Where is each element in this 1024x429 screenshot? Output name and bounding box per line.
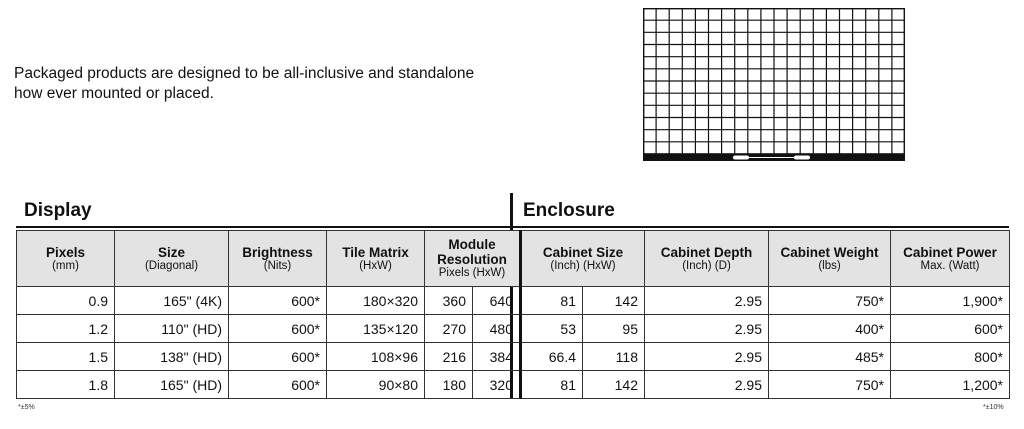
cell-pixels: 1.8 [17,371,115,399]
header-module-resolution: Module Resolution Pixels (HxW) [425,231,521,287]
cell-cab-w: 142 [583,371,645,399]
spec-table [16,230,1010,399]
cell-cab-h: 81 [521,287,583,315]
cell-res-h: 216 [425,343,473,371]
header-tile-matrix: Tile Matrix (HxW) [327,231,425,287]
header-pixels: Pixels (mm) [17,231,115,287]
cell-size: 165" (4K) [115,287,229,315]
header-row [17,231,1010,287]
cell-res-h: 270 [425,315,473,343]
table-row [17,315,1010,343]
header-cabinet-size: Cabinet Size (Inch) (HxW) [521,231,645,287]
cell-pixels: 1.5 [17,343,115,371]
cell-weight: 750* [769,287,891,315]
cell-cab-h: 53 [521,315,583,343]
table-row [17,287,1010,315]
cell-tile-matrix: 180×320 [327,287,425,315]
header-size: Size (Diagonal) [115,231,229,287]
table-row [17,371,1010,399]
intro-text: Packaged products are designed to be all-inclusive and standalone how ever mounted or placed. [14,65,475,102]
cell-res-w: 320 [473,371,521,399]
footnote-right: *±10% [983,404,1004,411]
table-row [17,343,1010,371]
led-wall-illustration [643,8,905,161]
enclosure-title-rule [513,226,1009,228]
cell-size: 110" (HD) [115,315,229,343]
header-cabinet-power: Cabinet Power Max. (Watt) [891,231,1010,287]
cell-res-w: 384 [473,343,521,371]
cell-brightness: 600* [229,371,327,399]
header-cabinet-depth: Cabinet Depth (Inch) (D) [645,231,769,287]
cell-pixels: 1.2 [17,315,115,343]
cell-res-h: 180 [425,371,473,399]
cell-power: 600* [891,315,1010,343]
cell-depth: 2.95 [645,343,769,371]
cell-res-w: 640 [473,287,521,315]
enclosure-section-title: Enclosure [523,200,615,221]
cell-weight: 750* [769,371,891,399]
cell-tile-matrix: 135×120 [327,315,425,343]
cell-res-h: 360 [425,287,473,315]
display-section-title: Display [24,200,92,221]
display-title-rule [16,226,510,228]
header-cabinet-weight: Cabinet Weight (lbs) [769,231,891,287]
cell-brightness: 600* [229,343,327,371]
cell-tile-matrix: 108×96 [327,343,425,371]
cell-size: 138" (HD) [115,343,229,371]
header-brightness: Brightness (Nits) [229,231,327,287]
cell-weight: 485* [769,343,891,371]
cell-depth: 2.95 [645,371,769,399]
cell-pixels: 0.9 [17,287,115,315]
cell-size: 165" (HD) [115,371,229,399]
cell-cab-w: 95 [583,315,645,343]
cell-cab-w: 142 [583,287,645,315]
cell-cab-h: 81 [521,371,583,399]
cell-cab-h: 66.4 [521,343,583,371]
footnote-left: *±5% [18,404,35,411]
cell-power: 800* [891,343,1010,371]
cell-depth: 2.95 [645,287,769,315]
cell-tile-matrix: 90×80 [327,371,425,399]
cell-brightness: 600* [229,315,327,343]
cell-depth: 2.95 [645,315,769,343]
cell-brightness: 600* [229,287,327,315]
cell-power: 1,900* [891,287,1010,315]
cell-cab-w: 118 [583,343,645,371]
cell-res-w: 480 [473,315,521,343]
cell-weight: 400* [769,315,891,343]
cell-power: 1,200* [891,371,1010,399]
